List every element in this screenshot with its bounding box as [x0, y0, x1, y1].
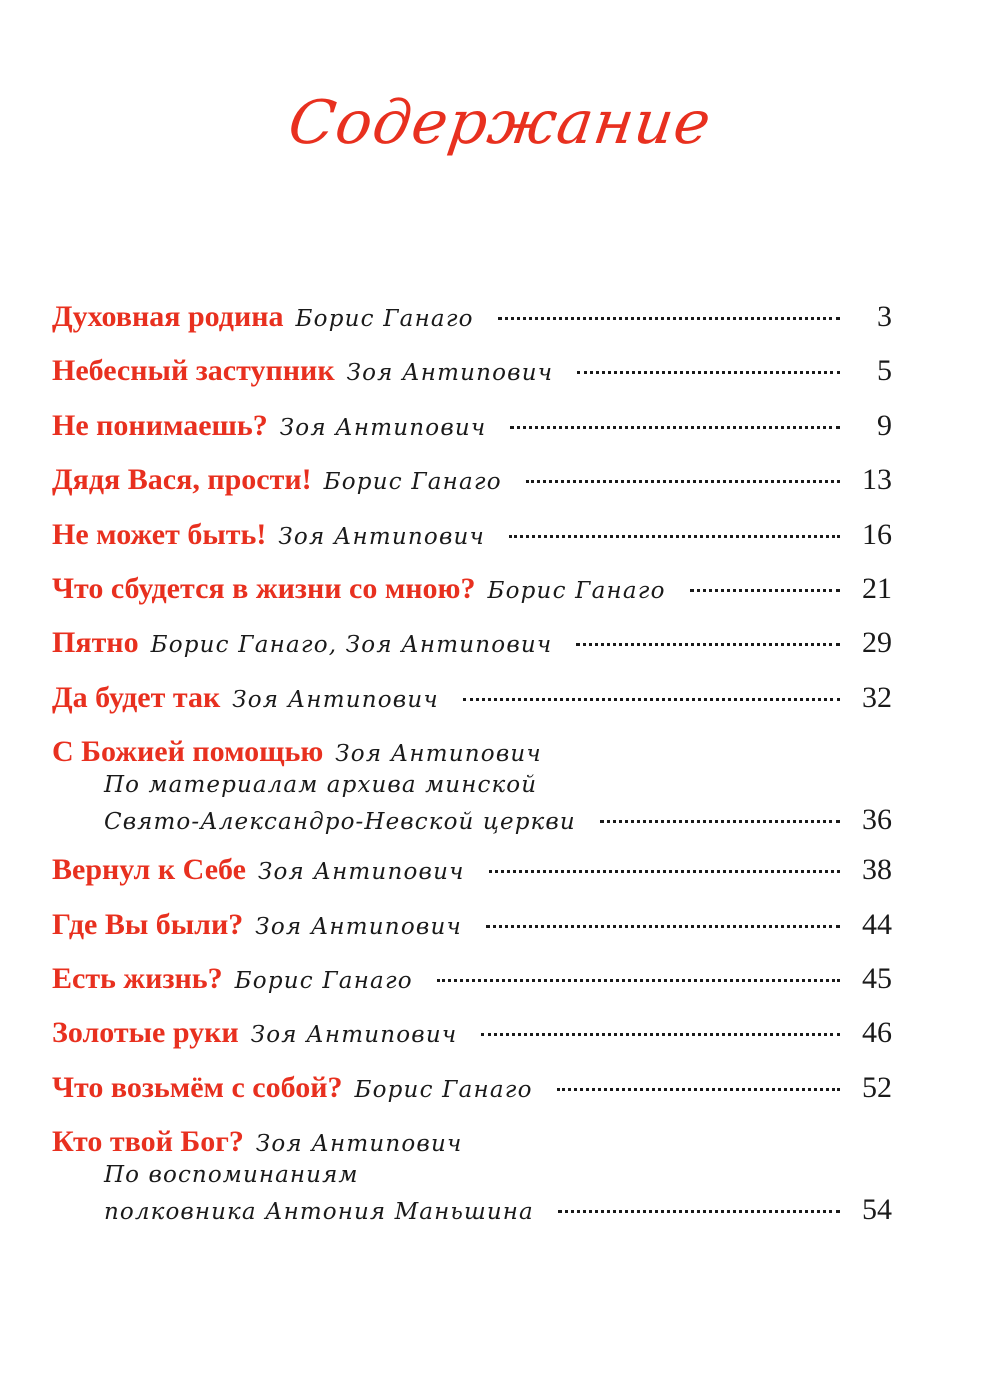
page-number: 13 — [862, 463, 892, 497]
entry-author: Борис Ганаго, Зоя Антипович — [150, 632, 553, 659]
page-number: 54 — [862, 1193, 892, 1227]
page-number: 21 — [862, 571, 892, 605]
toc-entry[interactable] — [52, 737, 892, 837]
toc-entry[interactable] — [52, 1006, 892, 1060]
dot-leader — [510, 426, 840, 429]
entry-author: Зоя Антипович — [255, 1131, 463, 1158]
entry-author: Зоя Антипович — [335, 741, 542, 768]
toc-entry[interactable] — [52, 453, 892, 507]
page-number: 36 — [862, 803, 892, 837]
dot-leader — [489, 870, 840, 873]
page-number: 16 — [862, 517, 892, 551]
toc-entry[interactable] — [52, 562, 892, 616]
entry-title: Что возьмём с собой? — [52, 1070, 343, 1104]
page-number: 3 — [877, 300, 892, 333]
dot-leader — [600, 820, 840, 823]
entry-author: Борис Ганаго — [323, 469, 502, 496]
page-number: 38 — [862, 853, 892, 887]
toc-entry[interactable] — [52, 898, 892, 952]
entry-title: Что сбудется в жизни со мною? — [52, 571, 476, 605]
entry-title: Небесный заступник — [52, 354, 335, 388]
toc-entry[interactable] — [52, 1127, 892, 1227]
entry-title: Вернул к Себе — [52, 853, 246, 887]
toc-entry[interactable] — [52, 508, 892, 562]
dot-leader — [577, 371, 840, 374]
entry-author: Зоя Антипович — [232, 686, 439, 713]
toc-entry[interactable] — [52, 290, 892, 344]
toc-entry[interactable] — [52, 1061, 892, 1115]
entry-author: Зоя Антипович — [257, 859, 465, 886]
entry-title: Кто твой Бог? — [52, 1125, 244, 1159]
entry-title: С Божией помощью — [52, 735, 324, 769]
dot-leader — [437, 979, 840, 982]
entry-note: По воспоминаниям — [104, 1162, 359, 1189]
dot-leader — [463, 698, 840, 701]
dot-leader — [558, 1210, 840, 1213]
page-number: 44 — [862, 907, 892, 941]
table-of-contents — [52, 290, 892, 1227]
entry-title: Дядя Вася, прости! — [52, 463, 312, 497]
toc-entry[interactable] — [52, 952, 892, 1006]
toc-entry[interactable] — [52, 671, 892, 725]
entry-title: Да будет так — [52, 680, 221, 714]
entry-title: Пятно — [52, 626, 139, 660]
page-number: 52 — [862, 1070, 892, 1104]
entry-note: Свято-Александро-Невской церкви — [104, 809, 576, 836]
toc-entry[interactable] — [52, 399, 892, 453]
toc-entry[interactable] — [52, 843, 892, 897]
toc-entry[interactable] — [52, 344, 892, 398]
entry-note: По материалам архива минской — [104, 772, 538, 799]
page-number: 45 — [862, 961, 892, 995]
page-number: 46 — [862, 1016, 892, 1050]
entry-title: Духовная родина — [52, 300, 284, 333]
page-number: 9 — [877, 408, 892, 442]
page-title: Содержание — [284, 88, 716, 158]
entry-author: Зоя Антипович — [278, 523, 486, 550]
entry-author: Зоя Антипович — [346, 360, 554, 387]
entry-author: Зоя Антипович — [255, 913, 462, 940]
dot-leader — [557, 1088, 840, 1091]
entry-author: Борис Ганаго — [234, 967, 413, 994]
entry-author: Борис Ганаго — [354, 1076, 533, 1103]
page-number: 5 — [877, 354, 892, 388]
dot-leader — [576, 643, 840, 646]
entry-title: Не понимаешь? — [52, 408, 268, 442]
entry-title: Где Вы были? — [52, 907, 244, 941]
dot-leader — [690, 589, 840, 592]
entry-author: Борис Ганаго — [487, 577, 666, 604]
entry-title: Золотые руки — [52, 1016, 239, 1050]
entry-title: Есть жизнь? — [52, 961, 223, 995]
entry-note: полковника Антония Маньшина — [104, 1199, 534, 1226]
page-number: 32 — [862, 680, 892, 714]
entry-author: Борис Ганаго — [295, 306, 474, 332]
page-number: 29 — [862, 626, 892, 660]
dot-leader — [509, 535, 840, 538]
toc-entry[interactable] — [52, 616, 892, 670]
entry-title: Не может быть! — [52, 517, 267, 551]
dot-leader — [486, 925, 840, 928]
entry-author: Зоя Антипович — [279, 414, 487, 441]
entry-author: Зоя Антипович — [250, 1022, 458, 1049]
dot-leader — [481, 1033, 840, 1036]
dot-leader — [526, 480, 840, 483]
dot-leader — [498, 317, 840, 320]
